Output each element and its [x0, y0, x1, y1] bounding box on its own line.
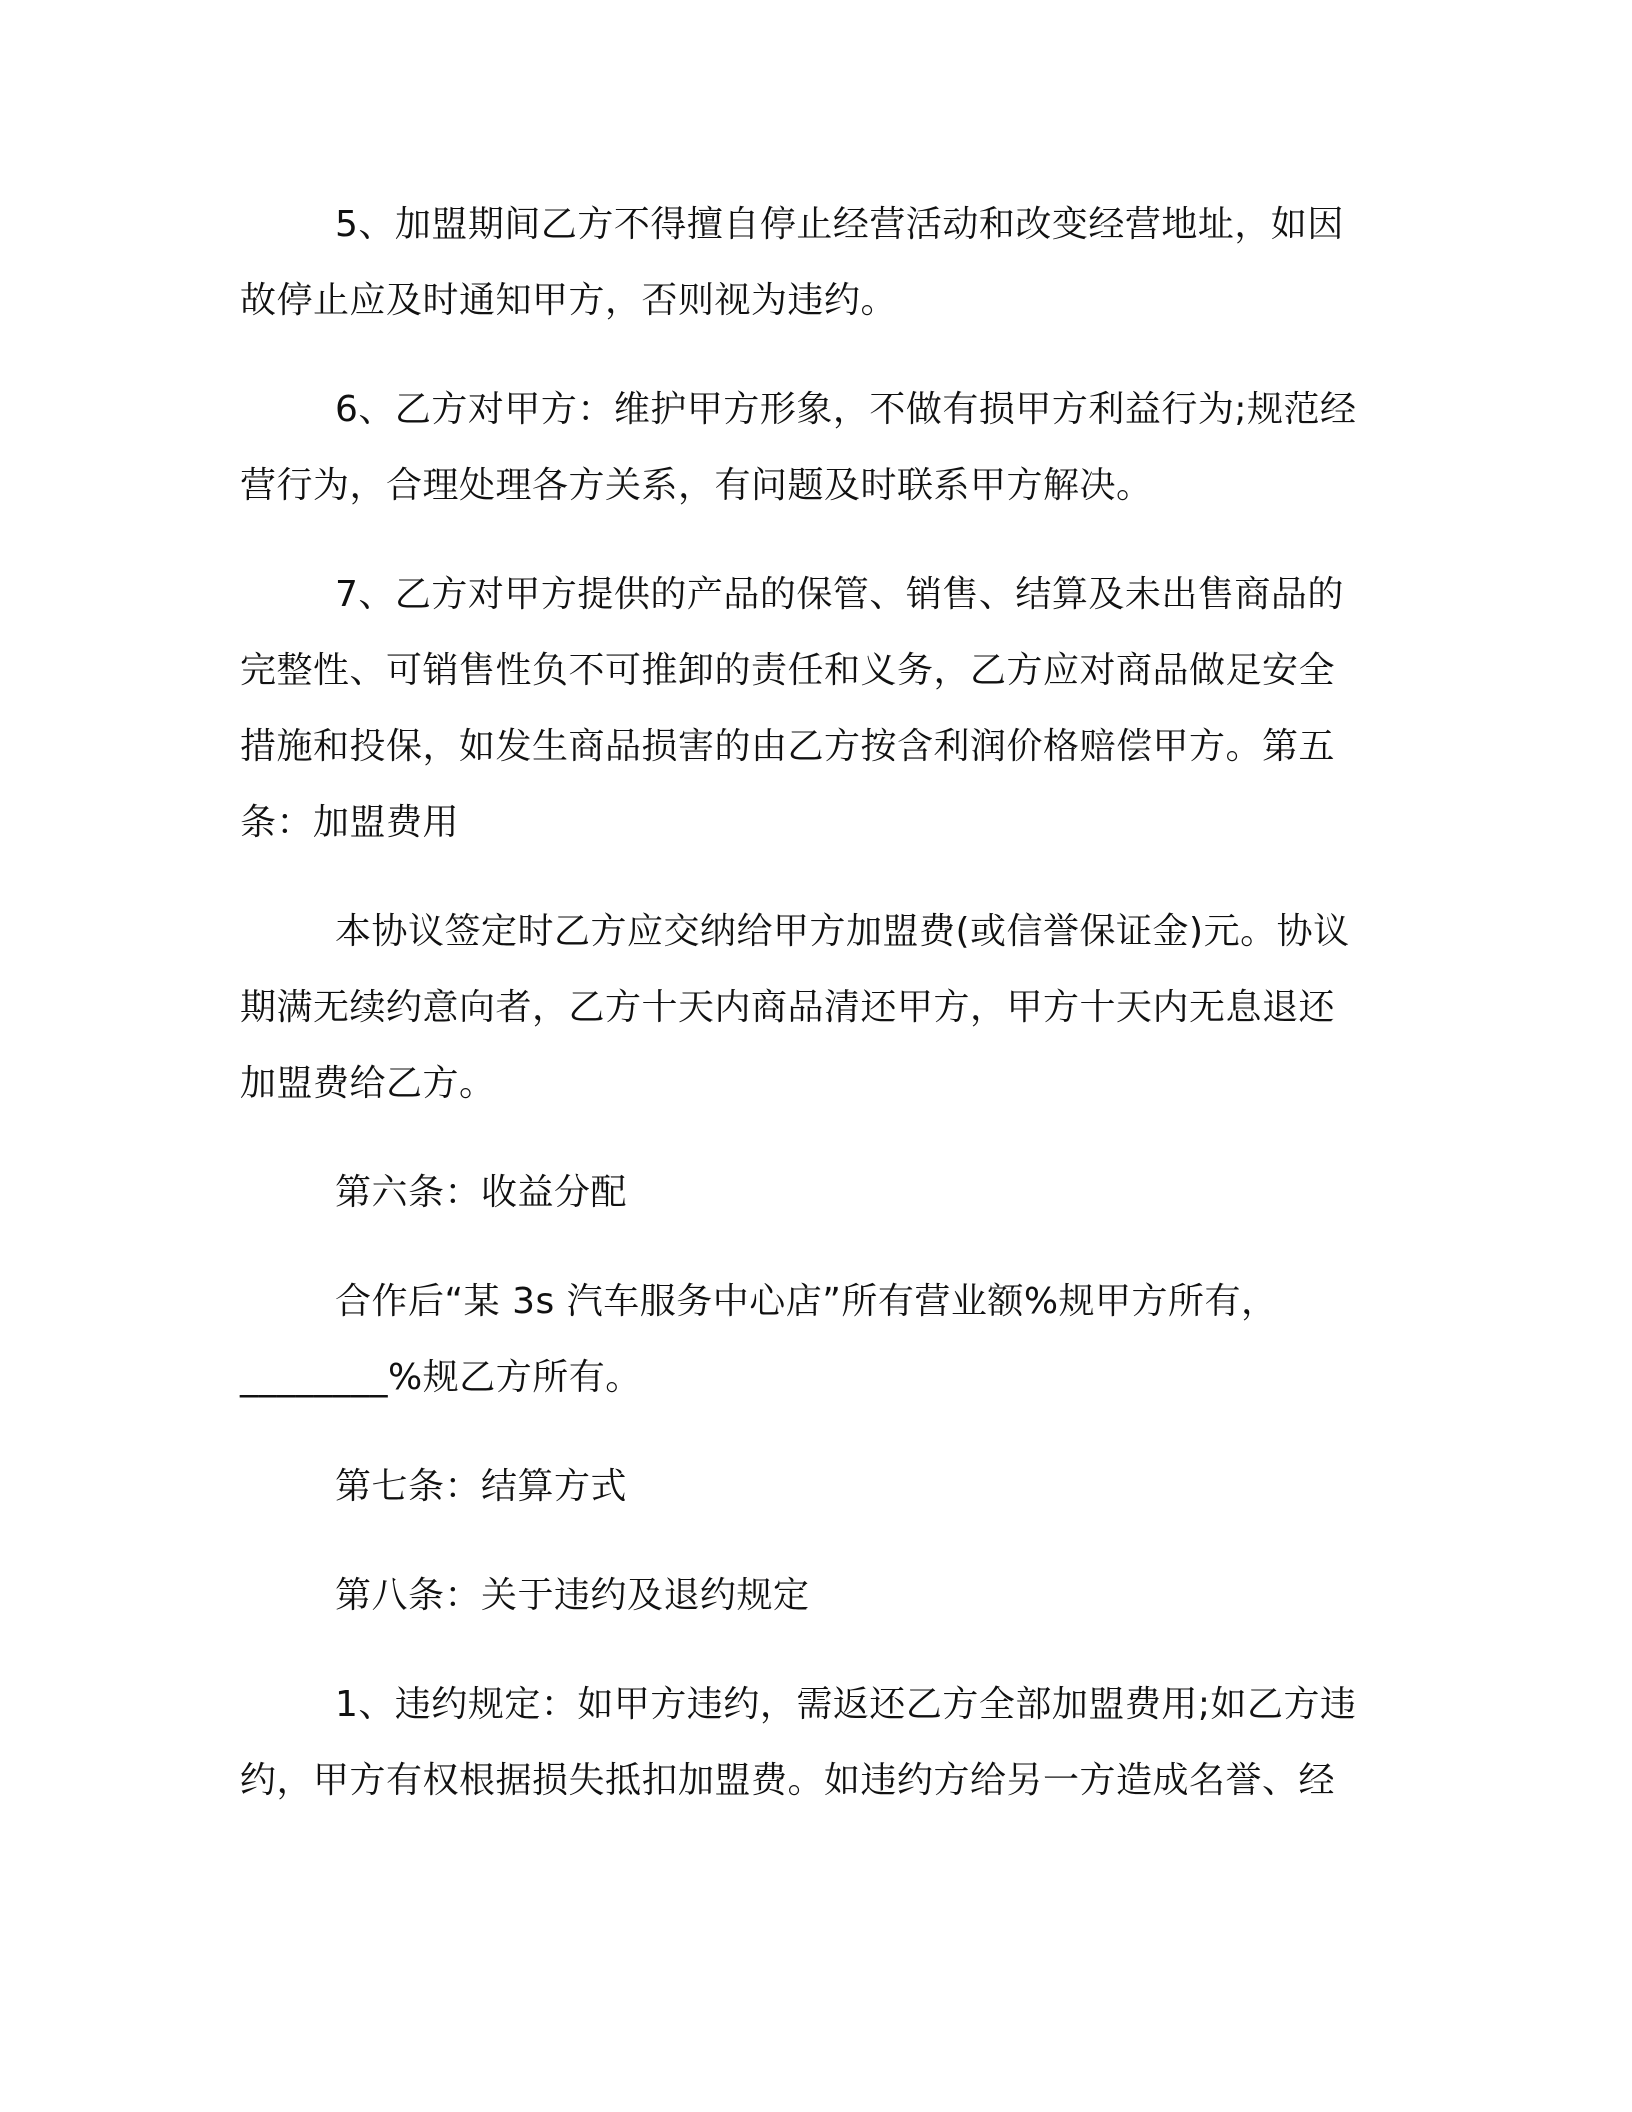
text-line: 措施和投保，如发生商品损害的由乙方按含利润价格赔偿甲方。第五 — [240, 726, 1336, 767]
text-line: 7、乙方对甲方提供的产品的保管、销售、结算及未出售商品的 — [335, 574, 1344, 615]
text-line: 营行为，合理处理各方关系，有问题及时联系甲方解决。 — [240, 465, 1153, 506]
text-line: 第七条：结算方式 — [335, 1466, 628, 1507]
text-line: 加盟费给乙方。 — [240, 1063, 496, 1104]
clause-5-paragraph — [240, 187, 1380, 339]
text-line: 第八条：关于违约及退约规定 — [335, 1575, 810, 1616]
article-8-heading — [240, 1558, 1380, 1634]
breach-rules-paragraph — [240, 1667, 1380, 1819]
text-line: 合作后“某 3s 汽车服务中心店”所有营业额%规甲方所有， — [335, 1281, 1278, 1322]
clause-6-paragraph — [240, 372, 1380, 524]
text-line: 故停止应及时通知甲方，否则视为违约。 — [240, 280, 898, 321]
text-line: 期满无续约意向者，乙方十天内商品清还甲方，甲方十天内无息退还 — [240, 987, 1336, 1028]
document-body — [240, 187, 1380, 1852]
fee-terms-paragraph — [240, 894, 1380, 1122]
text-line: 本协议签定时乙方应交纳给甲方加盟费(或信誉保证金)元。协议 — [335, 911, 1350, 952]
text-line: 1、违约规定：如甲方违约，需返还乙方全部加盟费用;如乙方违 — [335, 1684, 1357, 1725]
article-6-heading — [240, 1155, 1380, 1231]
text-line: ________%规乙方所有。 — [240, 1357, 642, 1398]
article-7-heading — [240, 1449, 1380, 1525]
text-line: 完整性、可销售性负不可推卸的责任和义务，乙方应对商品做足安全 — [240, 650, 1336, 691]
text-line: 5、加盟期间乙方不得擅自停止经营活动和改变经营地址，如因 — [335, 204, 1344, 245]
clause-7-paragraph — [240, 557, 1380, 861]
revenue-split-paragraph — [240, 1264, 1380, 1416]
text-line: 条：加盟费用 — [240, 802, 460, 843]
text-line: 6、乙方对甲方：维护甲方形象，不做有损甲方利益行为;规范经 — [335, 389, 1357, 430]
text-line: 第六条：收益分配 — [335, 1172, 628, 1213]
text-line: 约，甲方有权根据损失抵扣加盟费。如违约方给另一方造成名誉、经 — [240, 1760, 1336, 1801]
